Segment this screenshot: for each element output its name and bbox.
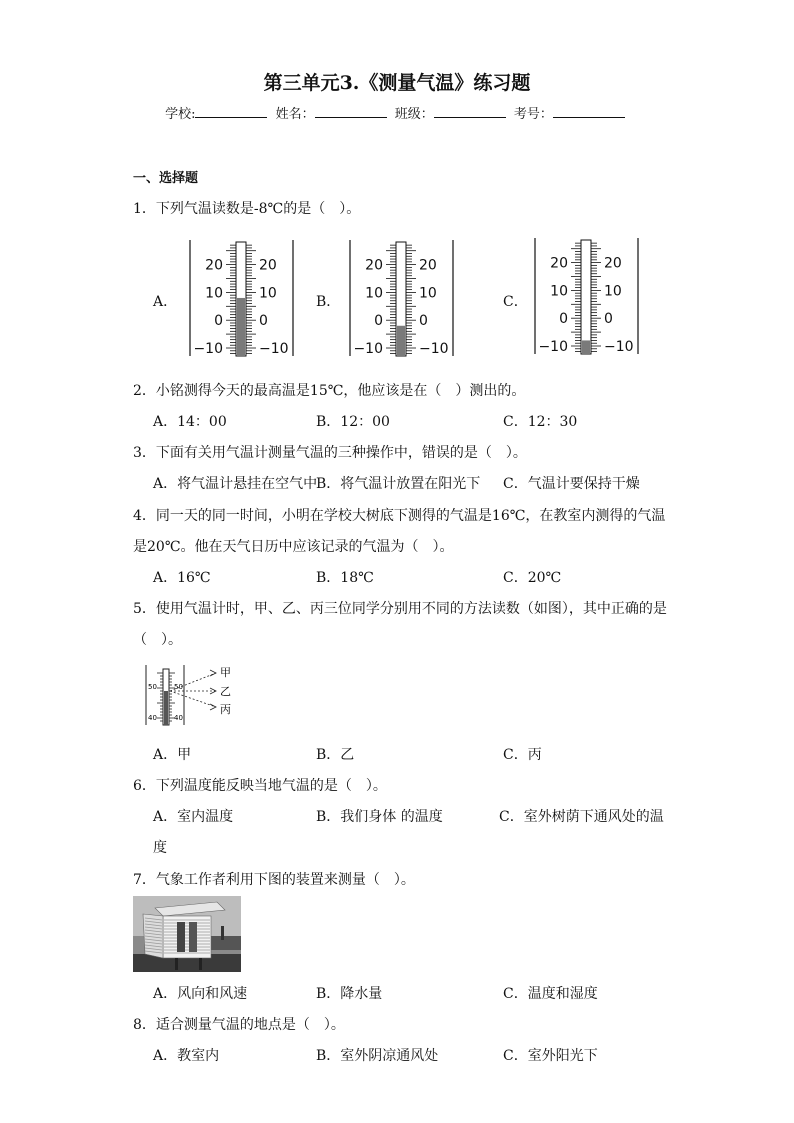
school-label: 学校: — [165, 107, 196, 122]
number-label: 考号： — [513, 107, 553, 122]
thermometer-liquid — [237, 298, 245, 356]
q8-option-b[interactable]: B．室外阴凉通风处 — [316, 1048, 439, 1064]
scale-label-right: 20 — [604, 255, 622, 272]
q5-option-c[interactable]: C．丙 — [503, 747, 542, 763]
scale-label-left: 10 — [205, 285, 223, 302]
fig-tick-40-left: 40 — [148, 714, 157, 722]
school-blank[interactable] — [195, 105, 267, 118]
fig-label-yi: 乙 — [220, 685, 231, 698]
scale-label-left: 0 — [214, 313, 223, 330]
name-label: 姓名： — [275, 107, 315, 122]
thermometer-a[interactable] — [180, 236, 302, 360]
scale-label-right: 0 — [604, 311, 613, 328]
student-info-line — [0, 103, 794, 122]
question-7-stem: 7．气象工作者利用下图的装置来测量（ ）。 — [133, 872, 415, 888]
q4-option-a[interactable]: A．16℃ — [153, 570, 211, 586]
q6-option-c[interactable]: C．室外树荫下通风处的温 — [499, 809, 664, 825]
q6-option-c-wrap: 度 — [153, 840, 167, 856]
fig-label-bing: 丙 — [220, 703, 231, 716]
question-5-stem-line1: 5．使用气温计时，甲、乙、丙三位同学分别用不同的方法读数（如图），其中正确的是 — [133, 601, 667, 617]
q4-option-c[interactable]: C．20℃ — [503, 570, 562, 586]
q8-option-c[interactable]: C．室外阳光下 — [503, 1048, 598, 1064]
q4-option-b[interactable]: B．18℃ — [316, 570, 374, 586]
sight-line-bing — [170, 691, 216, 707]
scale-label-right: 20 — [419, 257, 437, 274]
q6-option-a[interactable]: A．室内温度 — [153, 809, 234, 825]
thermometer-c[interactable] — [525, 234, 647, 358]
q3-option-b[interactable]: B．将气温计放置在阳光下 — [316, 476, 481, 492]
q6-option-b[interactable]: B．我们身体 的温度 — [316, 809, 443, 825]
q5-option-a[interactable]: A．甲 — [153, 747, 192, 763]
q2-option-b[interactable]: B．12：00 — [316, 414, 390, 430]
scale-label-right: 20 — [259, 257, 277, 274]
scale-label-right: −10 — [419, 341, 449, 357]
scale-label-left: 20 — [550, 255, 568, 272]
scale-label-right: −10 — [259, 341, 289, 357]
number-blank[interactable] — [553, 105, 625, 118]
scale-label-left: −10 — [538, 339, 568, 355]
fig-label-jia: 甲 — [220, 666, 231, 679]
scale-label-left: 0 — [559, 311, 568, 328]
q3-option-c[interactable]: C．气温计要保持干燥 — [503, 476, 640, 492]
thermometer-b[interactable] — [340, 236, 462, 360]
question-4-stem-line1: 4．同一天的同一时间，小明在学校大树底下测得的气温是16℃，在教室内测得的气温 — [133, 508, 666, 524]
question-8-stem: 8．适合测量气温的地点是（ ）。 — [133, 1017, 345, 1033]
question-4-stem-line2: 是20℃。他在天气日历中应该记录的气温为（ ）。 — [133, 539, 454, 555]
reading-angle-figure — [140, 661, 240, 729]
eye-icon — [210, 704, 216, 710]
scale-label-right: 10 — [259, 285, 277, 302]
thermometer-liquid — [397, 326, 405, 356]
q1-label-a: A． — [153, 294, 178, 310]
fig-tick-50-right: 50 — [174, 683, 183, 691]
thermometer-tube — [581, 240, 591, 354]
scale-label-left: 10 — [550, 283, 568, 300]
q2-option-a[interactable]: A．14：00 — [153, 414, 227, 430]
scale-label-right: −10 — [604, 339, 634, 355]
question-5-stem-line2: （ ）。 — [133, 632, 182, 648]
scale-label-right: 10 — [604, 283, 622, 300]
class-label: 班级： — [394, 107, 434, 122]
question-1-stem: 1．下列气温读数是-8℃的是（ ）。 — [133, 201, 361, 217]
scale-label-left: 10 — [365, 285, 383, 302]
fig-tick-50-left: 50 — [148, 683, 157, 691]
page-title: 第三单元3.《测量气温》练习题 — [263, 72, 531, 94]
thermometer-liquid — [582, 340, 590, 354]
scale-label-left: 20 — [365, 257, 383, 274]
class-blank[interactable] — [434, 105, 506, 118]
scale-label-right: 0 — [259, 313, 268, 330]
scale-label-left: 0 — [374, 313, 383, 330]
q8-option-a[interactable]: A．教室内 — [153, 1048, 220, 1064]
q5-option-b[interactable]: B．乙 — [316, 747, 355, 763]
q7-option-b[interactable]: B．降水量 — [316, 986, 383, 1002]
q1-label-c: C． — [503, 294, 528, 310]
weather-station-screen-photo — [133, 896, 241, 972]
question-2-stem: 2．小铭测得今天的最高温是15℃，他应该是在（ ）测出的。 — [133, 383, 526, 399]
q7-option-c[interactable]: C．温度和湿度 — [503, 986, 598, 1002]
scale-label-left: −10 — [353, 341, 383, 357]
q3-option-a[interactable]: A．将气温计悬挂在空气中 — [153, 476, 318, 492]
q7-option-a[interactable]: A．风向和风速 — [153, 986, 248, 1002]
q2-option-c[interactable]: C．12：30 — [503, 414, 578, 430]
fig-tick-40-right: 40 — [174, 714, 183, 722]
question-3-stem: 3．下面有关用气温计测量气温的三种操作中，错误的是（ ）。 — [133, 445, 527, 461]
scale-label-left: −10 — [193, 341, 223, 357]
section-heading: 一、选择题 — [133, 171, 199, 186]
name-blank[interactable] — [315, 105, 387, 118]
scale-label-right: 10 — [419, 285, 437, 302]
scale-label-left: 20 — [205, 257, 223, 274]
scale-label-right: 0 — [419, 313, 428, 330]
question-6-stem: 6．下列温度能反映当地气温的是（ ）。 — [133, 778, 387, 794]
q1-label-b: B． — [316, 294, 341, 310]
